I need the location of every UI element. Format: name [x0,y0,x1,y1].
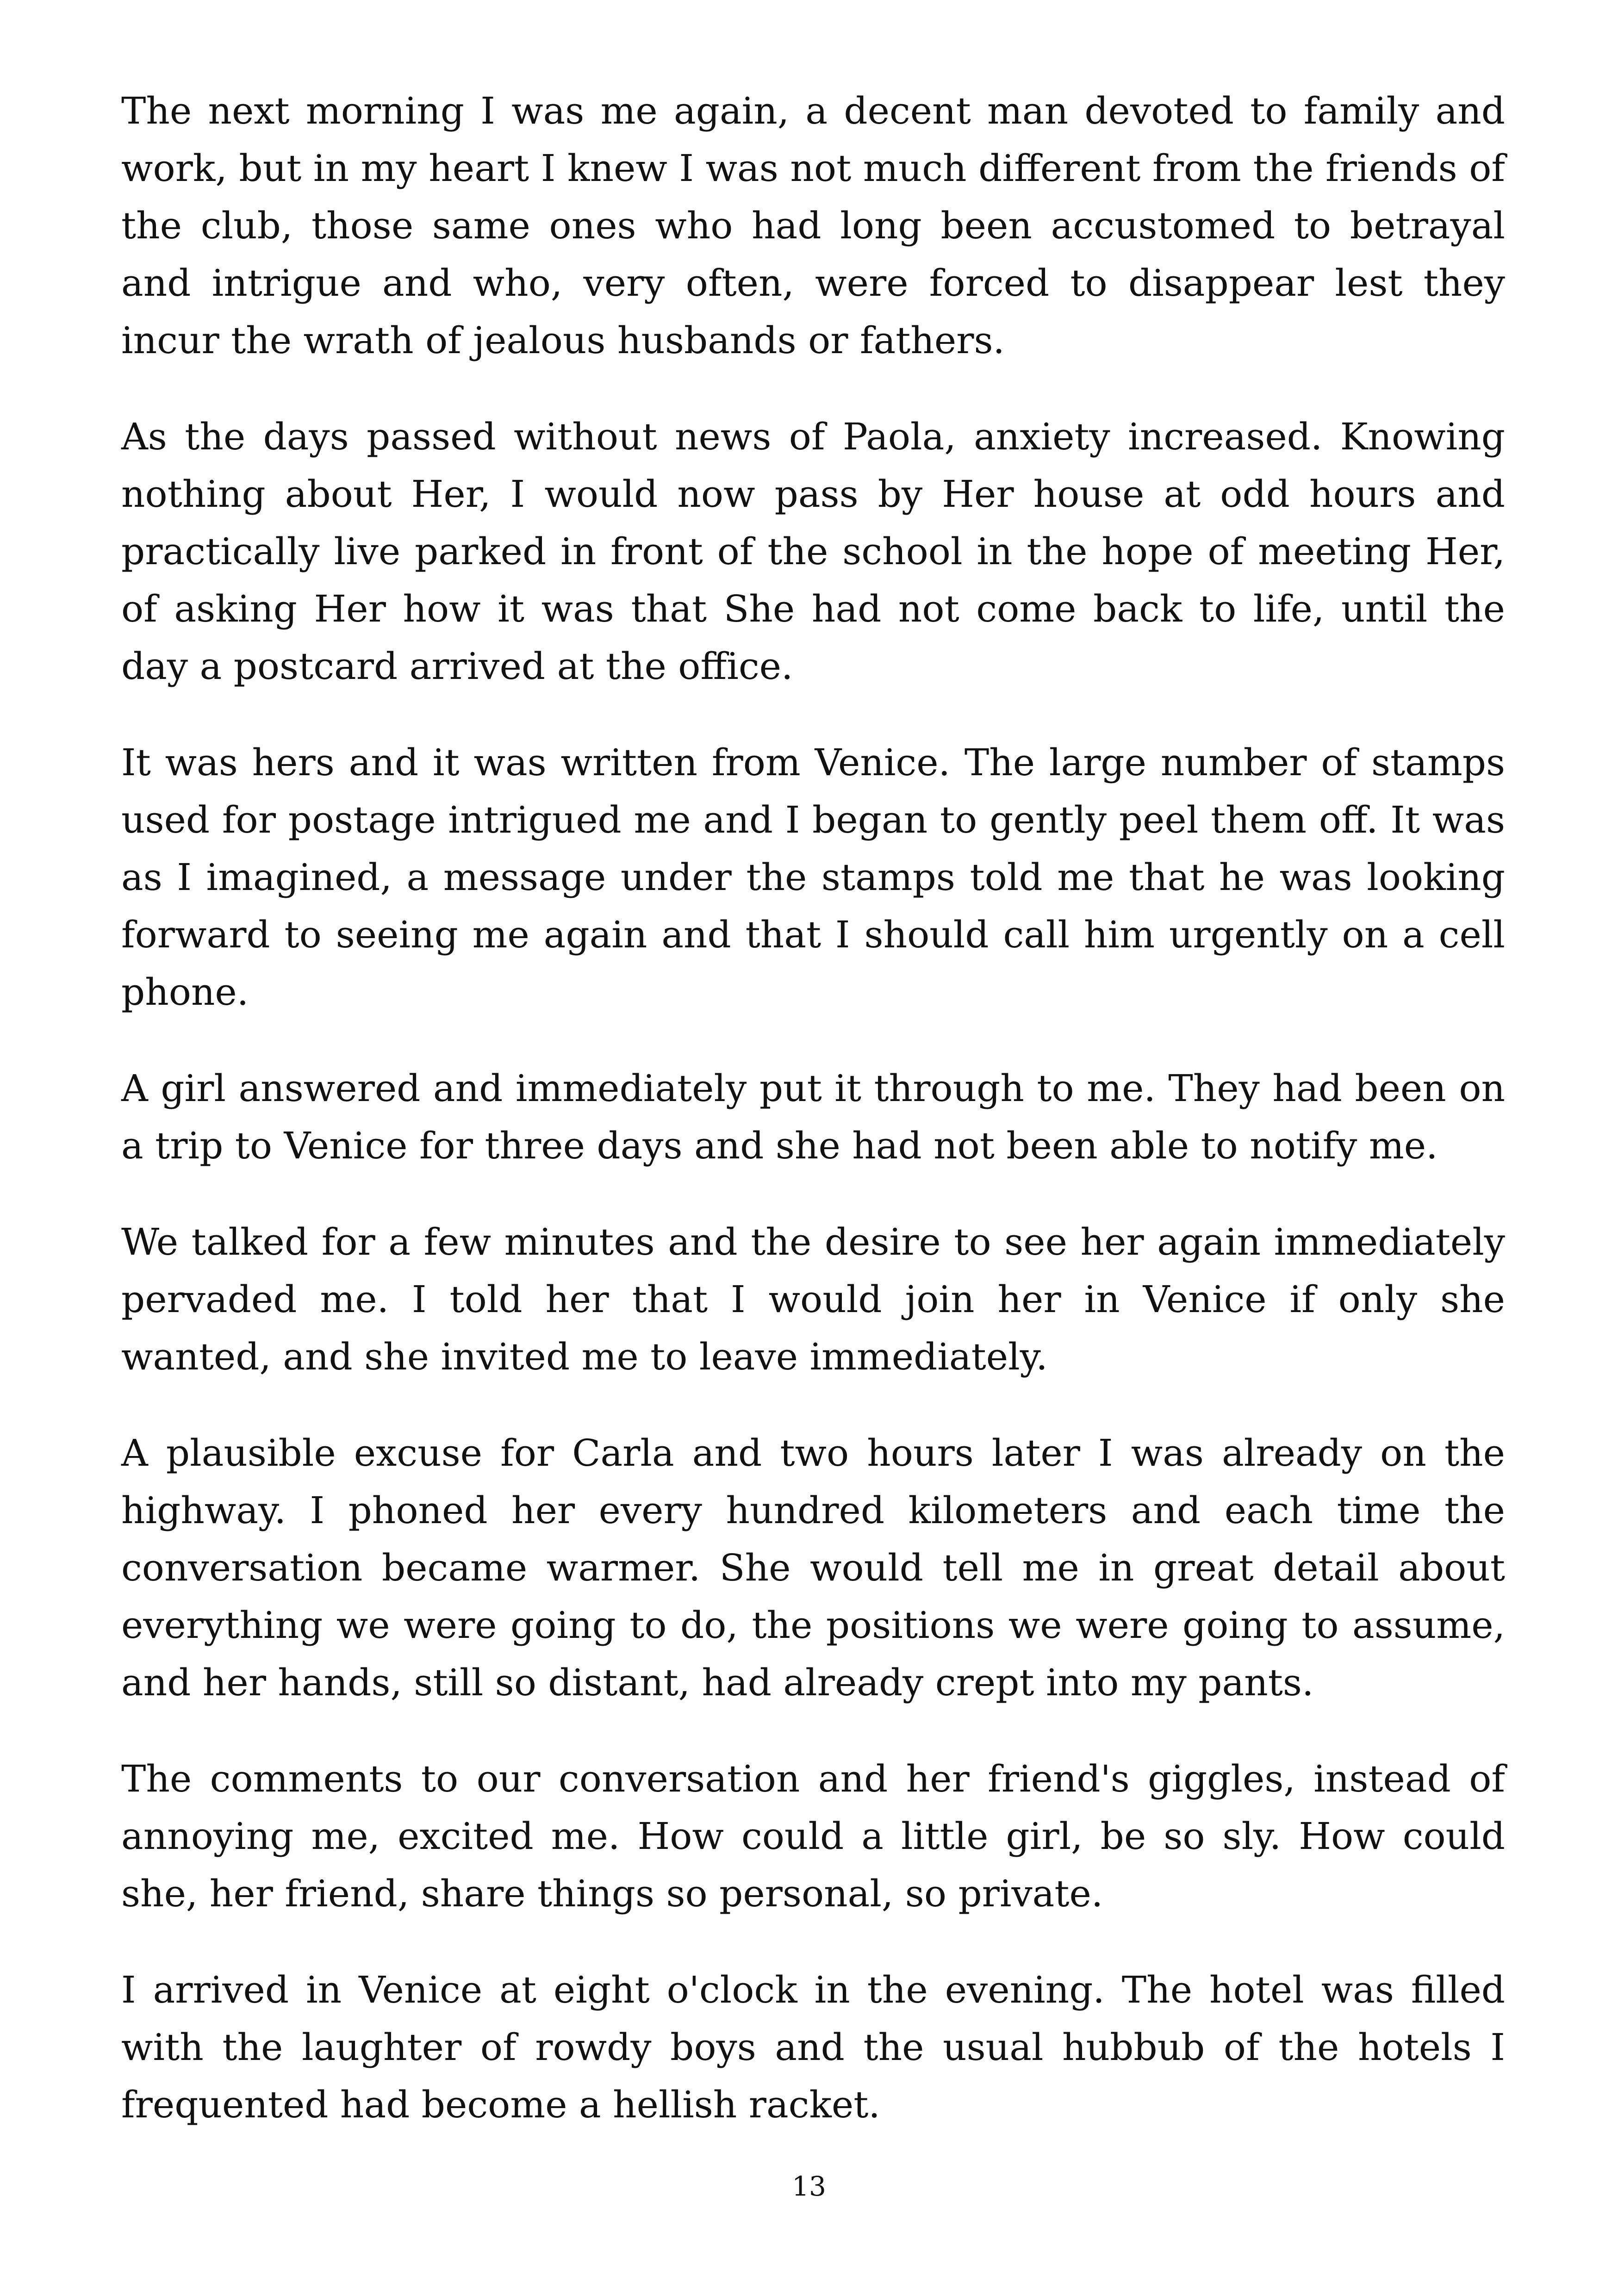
paragraph: A girl answered and immediately put it through to me. They had been on a trip to Venice for three days and she had not been able to notify me. [121,1067,1505,1167]
paragraph: A plausible excuse for Carla and two hours later I was already on the highway. I phoned her every hundred kilometers and each time the conversation became warmer. She would tell me in great detail about everything we were going to do, the positions we were going to assume, and her hands, still so distant, had already crept into my pants. [121,1431,1505,1704]
page-body [121,82,1505,2172]
paragraph: We talked for a few minutes and the desire to see her again immediately pervaded me. I told her that I would join her in Venice if only she wanted, and she invited me to leave immediately. [121,1220,1505,1378]
page-number: 13 [792,2171,826,2202]
paragraph: It was hers and it was written from Venice. The large number of stamps used for postage intrigued me and I began to gently peel them off. It was as I imagined, a message under the stamps told me that he was looking forward to seeing me again and that I should call him urgently on a cell phone. [121,741,1505,1014]
paragraph: The comments to our conversation and her friend's giggles, instead of annoying me, excited me. How could a little girl, be so sly. How could she, her friend, share things so personal, so private. [121,1757,1505,1915]
paragraph: I arrived in Venice at eight o'clock in the evening. The hotel was filled with the laughter of rowdy boys and the usual hubbub of the hotels I frequented had become a hellish racket. [121,1968,1505,2126]
paragraph: As the days passed without news of Paola, anxiety increased. Knowing nothing about Her, I would now pass by Her house at odd hours and practically live parked in front of the school in the hope of meeting Her, of asking Her how it was that She had not come back to life, until the day a postcard arrived at the office. [121,415,1505,688]
paragraph: The next morning I was me again, a decent man devoted to family and work, but in my heart I knew I was not much different from the friends of the club, those same ones who had long been accustomed to betrayal and intrigue and who, very often, were forced to disappear lest they incur the wrath of jealous husbands or fathers. [121,89,1505,362]
